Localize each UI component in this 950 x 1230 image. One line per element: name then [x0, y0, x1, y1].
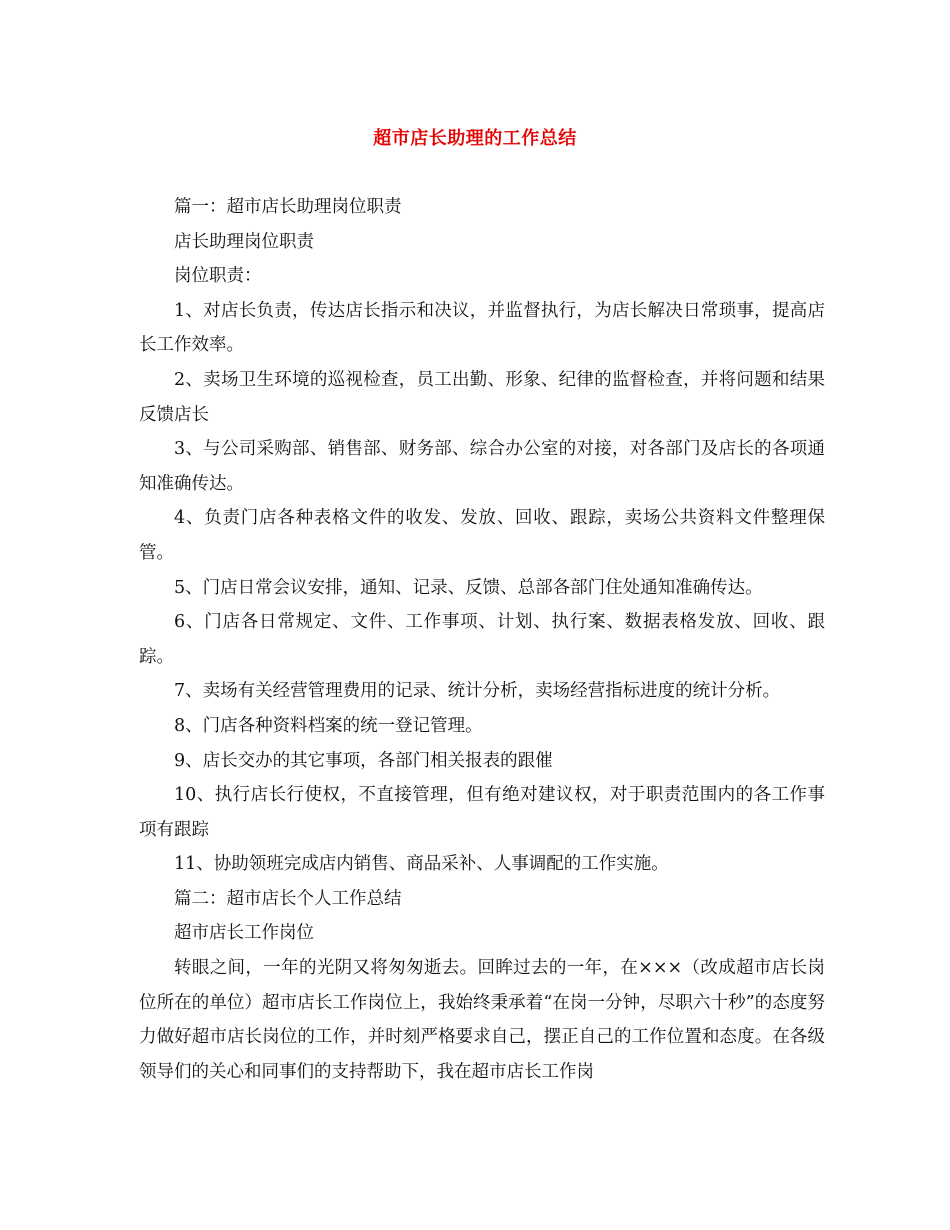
paragraph-3: 岗位职责：: [174, 266, 262, 287]
paragraph-4: 1、对店长负责，传达店长指示和决议，并监督执行，为店长解决日常琐事，提高店长工作效率。: [139, 300, 825, 356]
paragraph-10: 7、卖场有关经营管理费用的记录、统计分析，卖场经营指标进度的统计分析。: [174, 681, 781, 702]
paragraph-1: 篇一：超市店长助理岗位职责: [174, 197, 402, 217]
paragraph-16: 超市店长工作岗位: [174, 923, 314, 944]
paragraph-2: 店长助理岗位职责: [174, 231, 314, 252]
paragraph-13: 10、执行店长行使权，不直接管理，但有绝对建议权，对于职责范围内的各工作事项有跟踪: [139, 785, 825, 840]
document-body: [139, 190, 825, 1089]
paragraph-14: 11、协助领班完成店内销售、商品采补、人事调配的工作实施。: [174, 854, 669, 875]
paragraph-9: 6、门店各日常规定、文件、工作事项、计划、执行案、数据表格发放、回收、跟踪。: [139, 612, 825, 667]
paragraph-11: 8、门店各种资料档案的统一登记管理。: [174, 715, 483, 736]
paragraph-12: 9、店长交办的其它事项，各部门相关报表的跟催: [174, 750, 553, 771]
paragraph-7: 4、负责门店各种表格文件的收发、发放、回收、跟踪，卖场公共资料文件整理保管。: [139, 508, 825, 563]
paragraph-15: 篇二：超市店长个人工作总结: [174, 888, 402, 909]
paragraph-6: 3、与公司采购部、销售部、财务部、综合办公室的对接，对各部门及店长的各项通知准确传达。: [139, 439, 825, 494]
paragraph-5: 2、卖场卫生环境的巡视检查，员工出勤、形象、纪律的监督检查，并将问题和结果反馈店长: [139, 369, 825, 425]
paragraph-17: 转眼之间，一年的光阴又将匆匆逝去。回眸过去的一年，在×××（改成超市店长岗位所在的单位）超市店长工作岗位上，我始终秉承着“在岗一分钟，尽职六十秒”的态度努力做好超市店长岗位的工作，并时刻严格要求自己，摆正自己的工作位置和态度。在各级领导们的关心和同事们的支持帮助下，我在超市店长工作岗: [139, 958, 825, 1082]
paragraph-8: 5、门店日常会议安排，通知、记录、反馈、总部各部门住处通知准确传达。: [174, 577, 763, 598]
document-title: 超市店长助理的工作总结: [373, 128, 577, 149]
